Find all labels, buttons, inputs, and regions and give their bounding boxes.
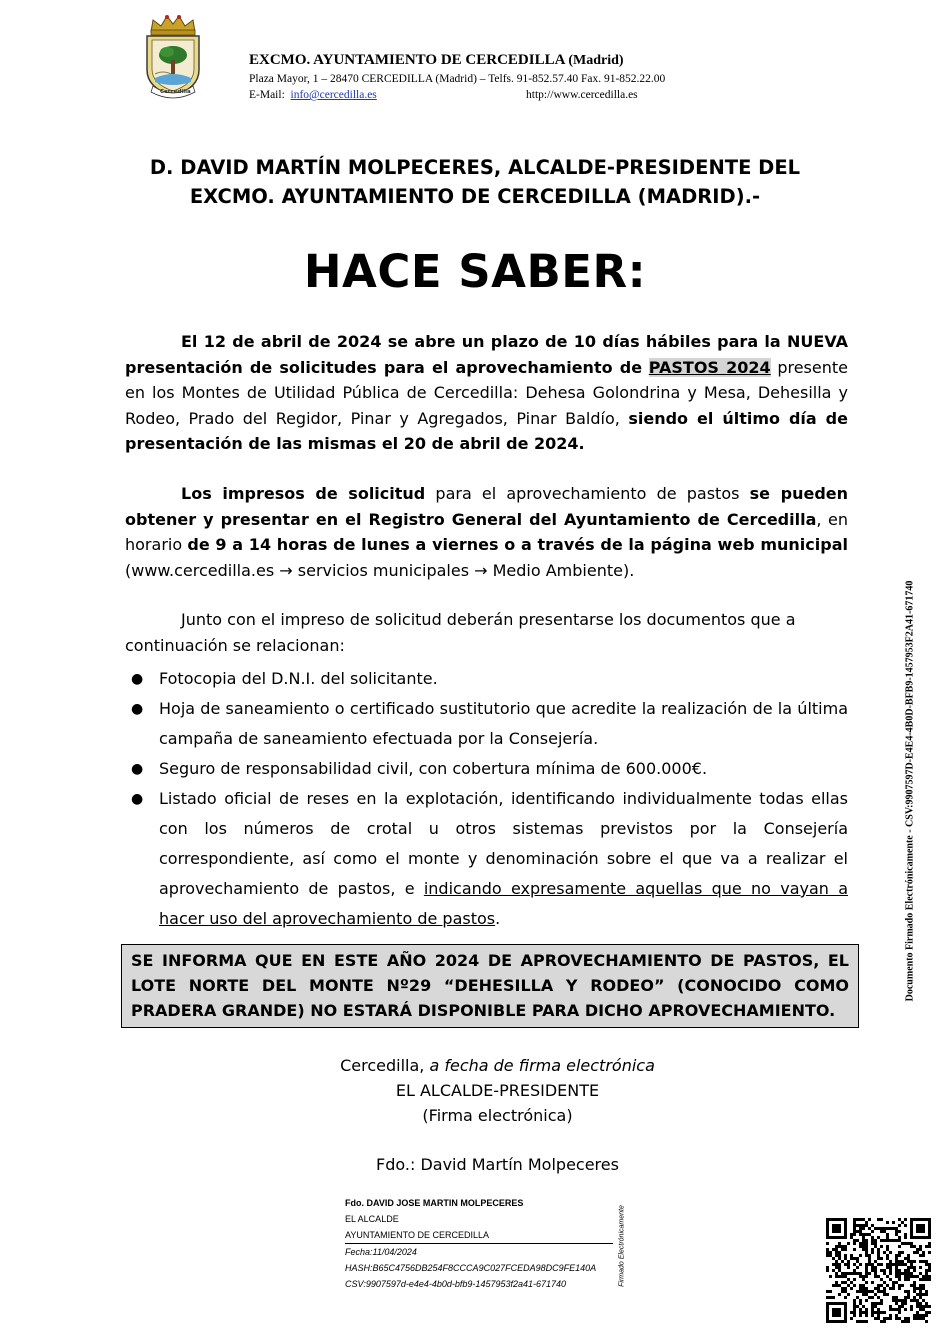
p2-text-1: para el aprovechamiento de pastos <box>425 484 750 503</box>
stamp-name: Fdo. DAVID JOSE MARTIN MOLPECERES <box>345 1198 524 1208</box>
email-label: E-Mail: <box>249 89 285 101</box>
p1-bold-end: siendo el último día de presentación de las mismas el 20 de abril de 2024. <box>125 408 848 453</box>
closing-date: a fecha de firma electrónica <box>429 1056 655 1075</box>
institution-province: (Madrid) <box>568 53 624 68</box>
closing-role: EL ALCALDE-PRESIDENTE <box>395 1081 600 1100</box>
p3-text: Junto con el impreso de solicitud deberán presentarse los documentos que a continuación se relacionan: <box>125 610 796 655</box>
csv-margin-text: Documento Firmado Electrónicamente - CSV:9907597D-E4E4-4B0D-BFB9-1457953F2A41-671740 <box>904 580 916 1002</box>
p2-bold-3: de 9 a 14 horas de lunes a viernes o a través de la página web municipal <box>187 535 848 554</box>
p1-bold-intro: El 12 de abril de 2024 se abre un plazo de 10 días hábiles para la NUEVA presentación de solicitudes para el aprovechamiento de <box>125 332 848 377</box>
stamp-side-text: Firmado Electrónicamente <box>618 1205 626 1287</box>
paragraph-forms <box>125 481 848 583</box>
qr-code[interactable] <box>826 1218 931 1323</box>
hace-saber-heading: HACE SABER: <box>303 245 647 298</box>
list-item <box>125 664 848 694</box>
closing-place: Cercedilla, <box>340 1056 430 1075</box>
closing-place-date <box>200 1053 795 1078</box>
p2-text-2: , en horario <box>125 509 849 554</box>
stamp-hash: HASH:B65C4756DB254F8CCCA9C027FCEDA98DC9FE140A <box>345 1263 597 1273</box>
closing-block <box>200 1053 795 1128</box>
p2-text-3: (www.cercedilla.es → servicios municipales → Medio Ambiente). <box>125 560 635 580</box>
mayor-heading-line2: EXCMO. AYUNTAMIENTO DE CERCEDILLA (MADRID).- <box>189 185 761 208</box>
stamp-csv: CSV:9907597d-e4e4-4b0d-bfb9-1457953f2a41-671740 <box>345 1279 567 1289</box>
signed-by: Fdo.: David Martín Molpeceres <box>376 1155 619 1174</box>
stamp-role: EL ALCALDE <box>345 1214 399 1224</box>
institution-email-line <box>249 89 377 101</box>
list-item-text: Hoja de saneamiento o certificado sustitutorio que acredite la realización de la última campaña de saneamiento efectuada por la Consejería. <box>159 699 848 748</box>
list-item-text: Fotocopia del D.N.I. del solicitante. <box>159 669 438 688</box>
p1-montes-text: presente en los Montes de Utilidad Pública de Cercedilla: Dehesa Golondrina y Mesa, Dehesilla y Rodeo, Prado del Regidor, Pinar y Agregados, Pinar Baldío, <box>125 357 848 428</box>
bullet-icon: ● <box>131 701 144 717</box>
crest-scroll-label: Cercedilla <box>160 89 191 95</box>
list-item <box>125 754 848 784</box>
list-item <box>125 694 848 754</box>
list-item-text: Listado oficial de reses en la explotación, identificando individualmente todas ellas con los números de crotal u otros sistemas previstos por la Consejería correspondiente, así como el monte y denominación sobre el que va a realizar el aprovechamiento de pastos, e <box>159 789 848 898</box>
institution-name <box>249 52 624 69</box>
website-link[interactable]: http://www.cercedilla.es <box>526 89 638 101</box>
notice-box: SE INFORMA QUE EN ESTE AÑO 2024 DE APROVECHAMIENTO DE PASTOS, EL LOTE NORTE DEL MONTE Nº29 “DEHESILLA Y RODEO” (CONOCIDO COMO PRADERA GRANDE) NO ESTARÁ DISPONIBLE PARA DICHO APROVECHAMIENTO. <box>121 944 859 1028</box>
bullet-icon: ● <box>131 671 144 687</box>
institution-title: EXCMO. AYUNTAMIENTO DE CERCEDILLA <box>249 52 565 68</box>
qr-code-graphic <box>826 1218 931 1323</box>
closing-signature-note: (Firma electrónica) <box>422 1106 573 1125</box>
list-item-text: Seguro de responsabilidad civil, con cobertura mínima de 600.000€. <box>159 759 708 778</box>
bullet-icon: ● <box>131 791 144 807</box>
stamp-side-label <box>612 1200 632 1292</box>
paragraph-deadline <box>125 329 848 457</box>
p2-bold-1: Los impresos de solicitud <box>181 484 426 503</box>
mayor-heading <box>125 153 825 211</box>
stamp-date: Fecha:11/04/2024 <box>345 1247 417 1257</box>
list-item <box>125 784 848 934</box>
csv-margin-note <box>895 556 925 1026</box>
institution-address: Plaza Mayor, 1 – 28470 CERCEDILLA (Madrid) – Telfs. 91-852.57.40 Fax. 91-852.22.00 <box>249 73 666 85</box>
email-link[interactable]: info@cercedilla.es <box>290 89 377 101</box>
pastos-highlight: PASTOS 2024 <box>648 357 771 377</box>
mayor-heading-line1: D. DAVID MARTÍN MOLPECERES, ALCALDE-PRESIDENTE DEL <box>149 156 801 179</box>
list-item-underlined: indicando expresamente aquellas que no vayan a hacer uso del aprovechamiento de pastos <box>159 879 849 928</box>
bullet-icon: ● <box>131 761 144 777</box>
required-documents-list <box>125 664 848 934</box>
paragraph-documents-intro <box>125 607 845 658</box>
p2-bold-2: se pueden obtener y presentar en el Registro General del Ayuntamiento de Cercedilla <box>125 484 849 529</box>
electronic-signature-stamp <box>345 1195 613 1292</box>
list-item-end: . <box>495 909 501 928</box>
stamp-entity: AYUNTAMIENTO DE CERCEDILLA <box>345 1227 613 1244</box>
